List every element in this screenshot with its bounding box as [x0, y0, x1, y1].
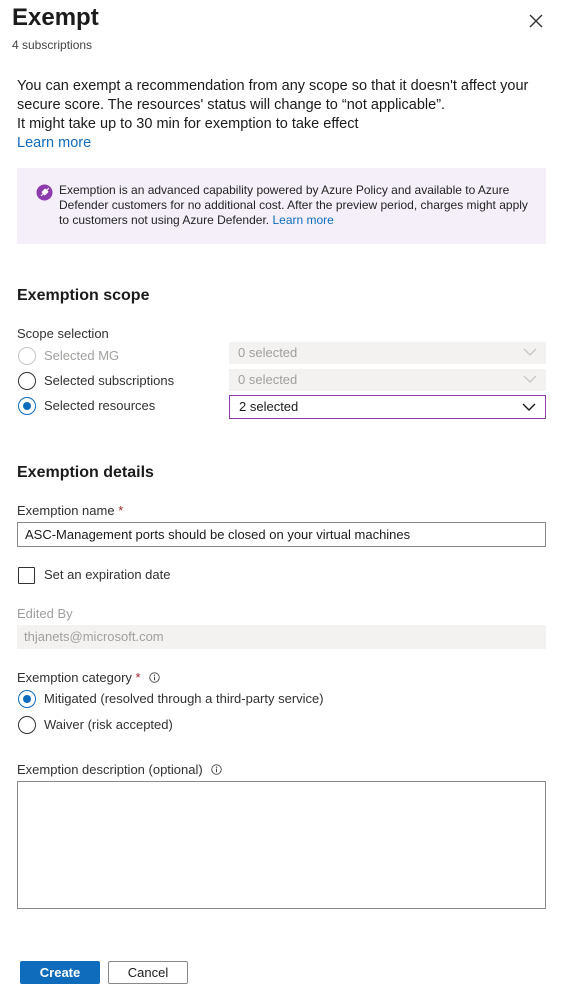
scope-radio-subscriptions[interactable] [18, 372, 36, 390]
intro-line-2: It might take up to 30 min for exemption to take effect [17, 116, 359, 132]
intro-line-1: You can exempt a recommendation from any scope so that it doesn't affect your secure score. The resources' status will change to “not applicable”. [17, 78, 529, 113]
resources-dropdown[interactable] [229, 395, 546, 419]
create-button[interactable]: Create [20, 961, 100, 984]
scope-option-resources-label: Selected resources [44, 398, 156, 413]
exemption-name-input[interactable]: ASC-Management ports should be closed on your virtual machines [17, 522, 546, 547]
exemption-scope-heading: Exemption scope [17, 287, 150, 304]
mg-dropdown-value: 0 selected [238, 345, 298, 360]
close-icon [526, 11, 546, 31]
category-radio-mitigated[interactable] [18, 690, 36, 708]
expiration-date-label: Set an expiration date [44, 567, 171, 582]
required-marker: * [118, 503, 124, 518]
exemption-category-label-text: Exemption category [17, 670, 132, 685]
chevron-down-icon [523, 347, 537, 357]
info-icon[interactable] [211, 764, 222, 775]
edited-by-label: Edited By [17, 606, 73, 621]
edited-by-field: thjanets@microsoft.com [17, 625, 546, 649]
scope-option-mg-label: Selected MG [44, 348, 120, 363]
mg-dropdown[interactable] [229, 342, 546, 364]
exemption-category-label [17, 670, 160, 685]
subscriptions-dropdown[interactable] [229, 369, 546, 391]
chevron-down-icon [523, 374, 537, 384]
exemption-name-label [17, 503, 123, 518]
exemption-description-label-text: Exemption description (optional) [17, 762, 203, 777]
panel-title: Exempt [12, 4, 99, 31]
info-banner [17, 168, 546, 244]
exemption-description-textarea[interactable] [17, 781, 546, 909]
close-button[interactable] [526, 11, 546, 31]
info-banner-message: Exemption is an advanced capability powered by Azure Policy and available to Azure Defender customers for no additional cost. After the preview period, charges might apply to customers not using Azure Defender. [59, 183, 528, 227]
info-icon[interactable] [149, 672, 160, 683]
subscriptions-dropdown-value: 0 selected [238, 372, 298, 387]
category-waiver-label: Waiver (risk accepted) [44, 717, 173, 732]
required-marker: * [135, 670, 141, 685]
intro-text [17, 77, 557, 153]
rocket-icon [36, 184, 53, 201]
exemption-name-label-text: Exemption name [17, 503, 115, 518]
category-radio-waiver[interactable] [18, 716, 36, 734]
chevron-down-icon [522, 402, 536, 412]
exemption-description-label [17, 762, 222, 777]
scope-selection-label: Scope selection [17, 326, 109, 341]
panel-subtitle: 4 subscriptions [12, 38, 93, 52]
resources-dropdown-value: 2 selected [239, 399, 299, 414]
learn-more-link[interactable]: Learn more [17, 135, 92, 151]
scope-radio-resources[interactable] [18, 397, 36, 415]
info-banner-text [59, 183, 534, 228]
scope-option-subscriptions-label: Selected subscriptions [44, 373, 175, 388]
expiration-date-checkbox[interactable] [18, 567, 35, 584]
category-mitigated-label: Mitigated (resolved through a third-party service) [44, 691, 324, 706]
info-banner-learn-more-link[interactable]: Learn more [272, 213, 334, 227]
cancel-button[interactable]: Cancel [108, 961, 188, 984]
scope-radio-mg[interactable] [18, 347, 36, 365]
exemption-details-heading: Exemption details [17, 464, 154, 481]
